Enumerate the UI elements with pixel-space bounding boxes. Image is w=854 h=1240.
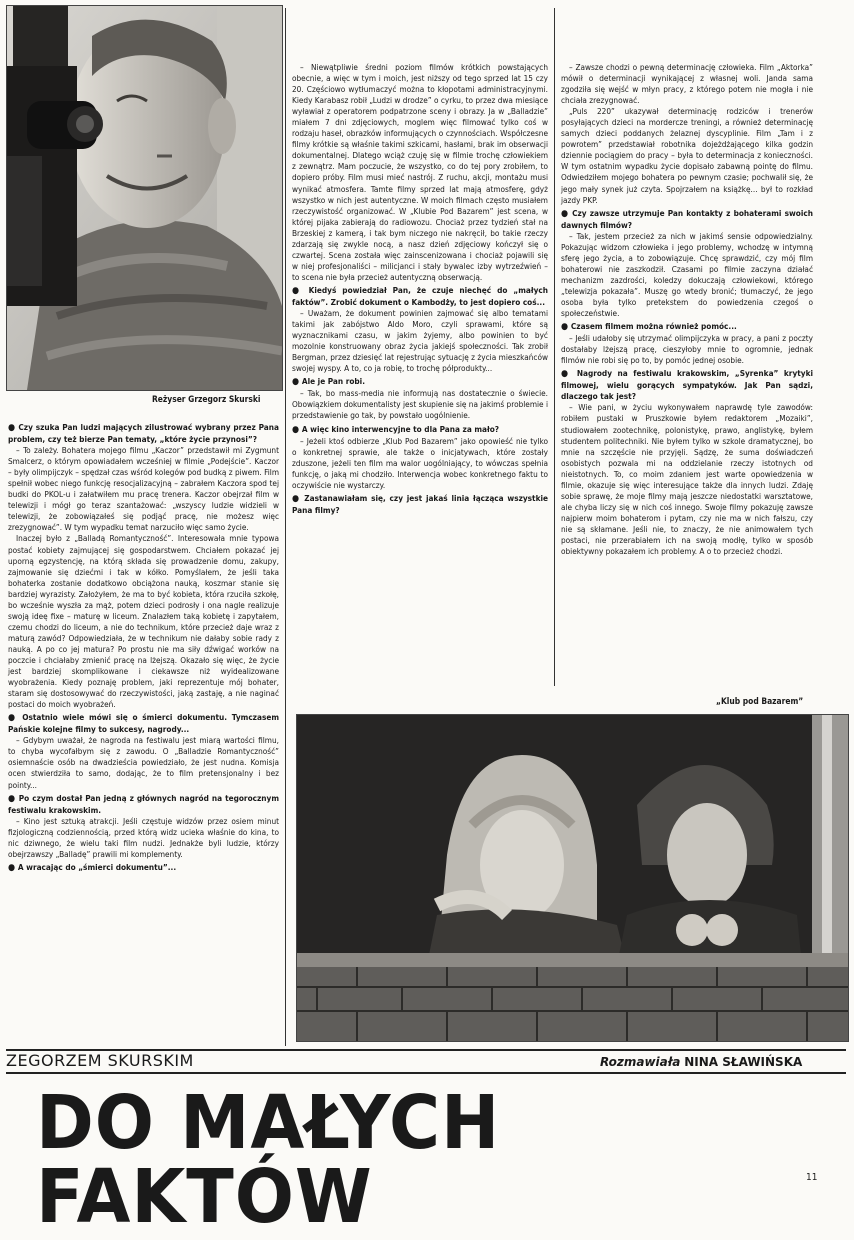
director-photo-drawing <box>7 6 282 390</box>
interview-question: ● Kiedyś powiedział Pan, że czuje niechęć do „małych faktów”. Zrobić dokument o Kambodży, to jest dopiero coś... <box>292 285 548 308</box>
interview-column-3 <box>561 62 813 687</box>
byline-prefix: Rozmawiała <box>600 1055 681 1069</box>
interview-question: ● Zastanawiałam się, czy jest jakaś linia łącząca wszystkie Pana filmy? <box>292 493 548 516</box>
interview-question: ● Ostatnio wiele mówi się o śmierci dokumentu. Tymczasem Pańskie kolejne filmy to sukcesy, nagrody... <box>8 712 279 735</box>
interview-answer: – Wie pani, w życiu wykonywałem naprawdę tyle zawodów: robiłem pustaki w Pruszkowie byłem redaktorem „Mozaiki”, studiowałem zootechnikę, polonistykę, prawo, anglistykę, byłem studentem politechniki. Nie byłem tylko w szkole dramatycznej, bo mnie na szczęście nie przyjęli. Sądzę, że suma doświadczeń osobistych pozwala mi na oddzielanie rzeczy istotnych od nieistotnych. To, co moim zdaniem jest warte opowiedzenia w filmie, okazuje się więc interesujące także dla innych ludzi. Zdaję sobie sprawę, że moje filmy mają jeszcze niedostatki warsztatowe, ale chyba liczy się w nich coś innego. Swoje filmy pokazuję zawsze najpierw moim bohaterom i pytam, czy nie ma w nich fałszu, czy nie są skłamane. Jeśli nie, to znaczy, że nie animowałem tych postaci, nie przerabiałem ich na swoją modłę, tylko w sposób obiektywny pokazałem ich problemy. A o to przecież chodzi. <box>561 402 813 557</box>
page-number: 11 <box>806 1172 818 1183</box>
strip-bottom-rule <box>6 1072 846 1074</box>
interview-answer: – To zależy. Bohatera mojego filmu „Kaczor” przedstawił mi Zygmunt Smalcerz, o którym opowiadałem wcześniej w filmie „Podejście”. Kaczor – były olimpijczyk – spędzał czas wśród kolegów pod budką z piwem. Film spełnił wobec niego funkcję resocjalizacyjną – zabrałem Kaczora spod tej budki do PKOL-u i załatwiłem mu pracę trenera. Kaczor obejrzał film w telewizji i mógł go teraz szantażować: „wszyscy ludzie widzieli w telewizji, że zobowiązałeś się podjąć pracę, nie możesz więc zrezygnować”. W tym wypadku temat narzuciło więc samo życie. <box>8 445 279 533</box>
interview-question: ● Czy szuka Pan ludzi mających zilustrować wybrany przez Pana problem, czy też bierze Pan tematy, „które życie przynosi”? <box>8 422 279 445</box>
interview-question: ● Ale je Pan robi. <box>292 376 548 388</box>
interview-column-2 <box>292 62 548 687</box>
director-photo <box>6 5 283 391</box>
byline <box>600 1055 802 1069</box>
interview-answer: – Zawsze chodzi o pewną determinację człowieka. Film „Aktorka” mówił o determinacji wynikającej z własnej woli. Janda sama zgodziła się wejść w młyn pracy, z którego potem nie mogła i nie chciała zrezygnować. <box>561 62 813 106</box>
film-photo-caption: „Klub pod Bazarem” <box>716 696 804 706</box>
interviewee-name: ZEGORZEM SKURSKIM <box>6 1051 194 1070</box>
interview-question: ● Czy zawsze utrzymuje Pan kontakty z bohaterami swoich dawnych filmów? <box>561 208 813 231</box>
interview-answer: – Kino jest sztuką atrakcji. Jeśli częstuje widzów przez osiem minut fizjologiczną codziennością, przed którą widz ucieka właśnie do kina, to nic dziwnego, że wielu taki film nudzi. Jednakże byli ludzie, którzy obejrzawszy „Balladę” prawili mi komplementy. <box>8 815 279 859</box>
interview-question: ● Nagrody na festiwalu krakowskim, „Syrenka” krytyki filmowej, wielu gorących sympatyków. Jak Pan sądzi, dlaczego tak jest? <box>561 368 813 402</box>
byline-name: NINA SŁAWIŃSKA <box>684 1055 803 1069</box>
interview-question: ● A wracając do „śmierci dokumentu”... <box>8 862 279 874</box>
film-still-drawing <box>297 715 848 1041</box>
interview-question: ● Czasem filmem można również pomóc... <box>561 321 813 333</box>
interview-question: ● A więc kino interwencyjne to dla Pana za mało? <box>292 424 548 436</box>
film-still-photo <box>296 714 849 1042</box>
interview-answer: „Puls 220” ukazywał determinację rodziców i trenerów posyłających dzieci na mordercze treningi, a również determinację samych dzieci poddanych żelaznej dyscyplinie. Film „Tam i z powrotem” przedstawiał robotnika dojeżdżającego kilka godzin dziennie pociągiem do pracy – była to determinacja z konieczności. W tym ostatnim wypadku życie dopisało zabawną pointę do filmu. Odwiedziłem mojego bohatera po pewnym czasie; pochwalił się, że jego mały synek już czyta. Spojrzałem na książkę... był to rozkład jazdy PKP. <box>561 106 813 205</box>
column-separator <box>554 8 555 686</box>
interview-answer: – Uważam, że dokument powinien zajmować się albo tematami takimi jak zabójstwo Aldo Moro, czyli sprawami, które są wyznacznikami czasu, w jakim żyjemy, albo powinien to być mozolnie konstruowany obraz życia jakiejś społeczności. Tak zrobił Bergman, przez dziesięć lat rejestrując sytuację z życia mieszkańców swojej wyspy. A to, co ja robię, to trochę półprodukty... <box>292 308 548 374</box>
column-separator <box>285 8 286 1046</box>
interview-answer: – Jeżeli ktoś odbierze „Klub Pod Bazarem” jako opowieść nie tylko o konkretnej sprawie, ale także o inicjatywach, które zostały zduszone, jeżeli ten film ma walor uogólniający, to wówczas spełnia funkcję, o jaką mi chodziło. Interwencja wobec konkretnego faktu to oczywiście nie wystarczy. <box>292 435 548 490</box>
interview-answer: – Niewątpliwie średni poziom filmów krótkich powstających obecnie, a więc w tym i moich, jest niższy od tego sprzed lat 15 czy 20. Częściowo wytłumaczyć można to kłopotami administracyjnymi. Kiedy Karabasz robił „Ludzi w drodze” o cyrku, to przez dwa miesiące wyławiał z operatorem podpatrzone sceny i obrazy. Ja w „Balladzie” miałem 7 dni zdjęciowych, moglem więc filmować tylko coś w rodzaju haseł, obrazków informujących o czynnościach. Współczesne filmy krótkie są właśnie takimi szkicami, hasłami, brak im obserwacji dokumentalnej. Dlatego wciąż czuję się w filmie trochę człowiekiem z zewnątrz. Mam poczucie, że wszystko, co do tej pory zrobiłem, to dopiero próby. Film musi mieć nastrój. Z ruchu, akcji, montażu musi wynikać atmosfera. Tamte filmy sprzed lat mają atmosferę, gdyż wszystko w nich jest autentyczne. W moich filmach często musiałem rzeczywistość organizować. W „Klubie Pod Bazarem” jest scena, w której pijaka zabierają do radiowozu. Chociaż przez tydzień stał na Brzeskiej z kamerą, i tak bym niczego nie nakręcił, bo takie rzeczy zdarzają się zwykle nocą, a nasz dzień zdjęciowy kończył się o czwartej. Scena została więc zainscenizowana i chociaż pojawili się w niej profesjonaliści – milicjanci i stały bywalec izby wytrzeźwień – to scena nie była przecież autentyczną obserwacją. <box>292 62 548 282</box>
article-headline: DO MAŁYCH FAKTÓW <box>36 1080 501 1240</box>
director-photo-caption: Reżyser Grzegorz Skurski <box>152 394 261 404</box>
interview-answer: Inaczej było z „Balladą Romantyczność”. Interesowała mnie typowa postać kobiety zajmującej się gospodarstwem. Chciałem pokazać jej uporną egzystencję, na którą składa się prowadzenie domu, zakupy, zajmowanie się dziećmi i tak w kółko. Pomyślałem, że jeśli taka bohaterka zostanie dodatkowo obciążona nauką, koszmar stanie się bardziej wyrazisty. Założyłem, że ma to być kobieta, która rzuciła szkołę, bo wcześnie wyszła za mąż, potem dzieci podrosły i ona nagle realizuje swoją ideę fixe – maturę w liceum. Znalazłem taką kobietę i zapytałem, czemu chodzi do liceum, a nie do technikum, które przecież daje wraz z maturą zawód? Odpowiedziała, że w technikum nie dałaby sobie rady z nauką. A po co jej matura? Po prostu nie ma siły dźwigać worków na poczcie i chciałaby zmienić pracę na lżejszą. Okazało się więc, że życie jest bardziej skomplikowane i ciekawsze niż wyidealizowane wyobrażenia. Kiedy poznaję problem, jaki reprezentuje mój bohater, staram się dostosowywać do rzeczywistości, jaką zastaję, a nie naginać postaci do moich wyobrażeń. <box>8 533 279 710</box>
interview-answer: – Tak, bo mass-media nie informują nas dostatecznie o świecie. Obowiązkiem dokumentalisty jest skupienie się na jakimś problemie i przedstawienie go tak, by powstało uogólnienie. <box>292 388 548 421</box>
interview-question: ● Po czym dostał Pan jedną z głównych nagród na tegorocznym festiwalu krakowskim. <box>8 793 279 816</box>
interview-answer: – Tak, jestem przecież za nich w jakimś sensie odpowiedzialny. Pokazując widzom człowieka i jego problemy, wchodzę w intymną sferę jego życia, a to zobowiązuje. Chcę sprawdzić, czy mój film bohaterowi nie zaszkodził. Czasami po filmie zaczyna działać mechanizm zazdrości, koledzy dokuczają człowiekowi, którego „telewizja pokazała”. Muszę go wtedy bronić; tłumaczyć, że jego osoba była tylko pretekstem do powiedzenia czegoś o społeczeństwie. <box>561 230 813 319</box>
interview-column-1 <box>8 420 279 1045</box>
interview-answer: – Jeśli udałoby się utrzymać olimpijczyka w pracy, a pani z poczty dostałaby lżejszą pracę, cieszyłoby mnie to ogromnie, jednak filmów nie robi się po to, by pomóc jednej osobie. <box>561 333 813 366</box>
interview-answer: – Gdybym uważał, że nagroda na festiwalu jest miarą wartości filmu, to chyba wycofałbym się z zawodu. O „Balladzie Romantyczność” osiemnaście osób na dwadzieścia powiedziało, że jest nudna. Komisja ocen stwierdziła to samo, dodając, że to film pretensjonalny i bez pointy... <box>8 735 279 790</box>
